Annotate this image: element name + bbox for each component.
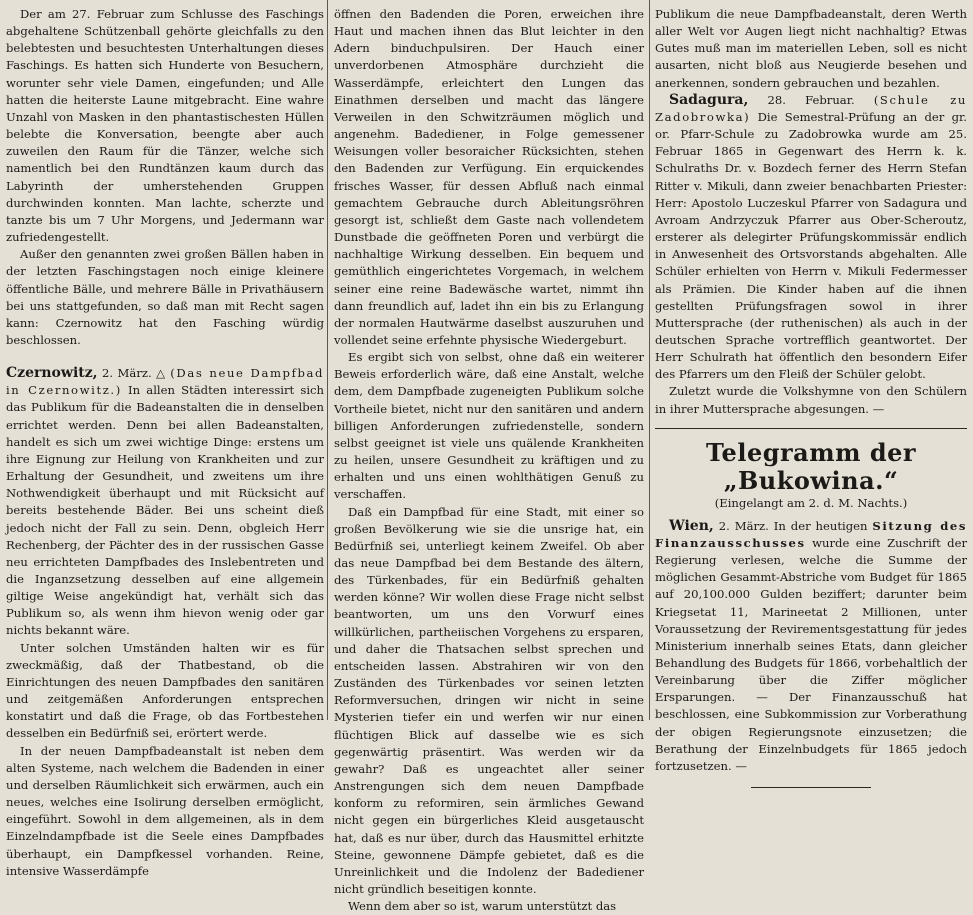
article-date: 2. März. bbox=[102, 366, 152, 381]
column-rule bbox=[649, 0, 650, 720]
triangle-mark-icon: △ bbox=[156, 366, 166, 381]
article-dateline-place: Sadagura, bbox=[669, 91, 749, 108]
article-title: (Schule zu Zadobrowka) bbox=[655, 92, 967, 124]
dampfbad-paragraph-2: Unter solchen Umständen halten wir es für zweckmäßig, daß der Thatbestand, ob die Einrichtungen des neuen Dampfbades den sanitären und zeitgemäßen Anforderungen entsprechen konstatirt und daß die Frage, ob das Fortbestehen desselben ein Bedürfniß sei, erörtert werde. bbox=[6, 640, 324, 741]
telegram-text-1: In der heutigen bbox=[773, 518, 868, 533]
article-title: (Das neue Dampfbad in Czernowitz.) bbox=[6, 366, 325, 398]
column-1 bbox=[6, 6, 325, 878]
article-text: In allen Städten interessirt sich das Publikum für die Badeanstalten die in denselben errichtet werden. Denn bei allen Badeanstalten, handelt es sich um zwei wichtige Dinge: erstens um ihre Eignung zur Heilung von Krankheiten und zur Erhaltung der Gesundheit, und zweitens um ihre Nothwendigkeit überhaupt und mit Rücksicht auf bereits bestehende Bäder. Bei uns scheint dieß jedoch nicht der Fall zu sein. Denn, obgleich Herr Rechenberg, der Pächter des in der russischen Gasse neu errichteten Dampfbades des Inslebentreten und die Inganzsetzung desselben auf eine allgemein giltige Weise angekündigt hat, verhält sich das Publikum so, als wenn ihm hievon wenig oder gar nichts bekannt wäre. bbox=[6, 383, 325, 638]
dampfbad-conclusion: Publikum die neue Dampfbadeanstalt, deren Werth aller Welt vor Augen liegt nicht nachhaltig? Etwas Gutes muß man im materiellen Leben, soll es nicht ausarten, nicht bloß aus Neugierde besehen und anerkennen, sondern gebrauchen und bezahlen. bbox=[655, 7, 967, 90]
end-divider bbox=[751, 787, 871, 788]
telegram-date: 2. März. bbox=[718, 518, 769, 533]
dampfbad-paragraph-6: Wenn dem aber so ist, warum unterstützt das bbox=[348, 899, 617, 914]
dampfbad-continuation: öffnen den Badenden die Poren, erweichen ihre Haut und machen ihnen das Blut leichter in den Adern binduchpulsiren. Der Hauch einer unverdorbenen Atmosphäre durchzieht die Wasserdämpfe, erleichtert den Lungen das Einathmen derselben und macht das längere Verweilen in den Schwitzräumen möglich und angenehm. Badediener, in Folge gemessener Weisungen voller besoraicher Rücksichten, stehen den Badenden zur Verfügung. Ein erquickendes frisches Wasser, für dessen Abfluß nach einmal gemachtem Gebrauche durch Ableitungsröhren gesorgt ist, schließt dem Gaste nach vollendetem Dunstbade die geöffneten Poren und verbürgt die nachhaltige Wirkung desselben. Ein bequem und gemüthlich eingerichtetes Vorgemach, in welchem seiner eine reine Badewäsche wartet, nimmt ihn dann freundlich auf, ladet ihn ein bis zu Erlangung der normalen Hautwärme daselbst auszuruhen und vollendet seine erfehnte physische Wiedergeburt. bbox=[334, 7, 644, 347]
telegram-text-2: wurde eine Zuschrift der Regierung verlesen, welche die Summe der möglichen Gesammt-Abstriche vom Budget für 1865 auf 20,100.000 Gulden beziffert; darunter beim Kriegsetat 11, Marineetat 2 Millionen, unter Voraussetzung der Revirementsgestattung für jedes Ministerium innerhalb seines Etats, dann gleicher Behandlung des Budgets für 1866, vorbehaltlich der Vereinbarung über die Ziffer möglicher Ersparungen. — Der Finanzausschuß hat beschlossen, eine Subkommission zur Vorberathung der obigen Regierungsnote einzusetzen; die Berathung der Einzelnbudgets für 1865 jedoch fortzusetzen. — bbox=[655, 535, 967, 773]
article-dateline-place: Czernowitz, bbox=[6, 365, 98, 382]
telegram-bold-phrase: Sitzung des Finanzausschusses bbox=[655, 518, 968, 550]
column-rule bbox=[327, 0, 328, 720]
section-divider bbox=[655, 428, 967, 429]
telegram-headline: Telegramm der „Bukowina.“ bbox=[705, 437, 917, 495]
sadagura-paragraph-2: Zuletzt wurde die Volkshymne von den Schülern in ihrer Muttersprache abgesungen. — bbox=[655, 384, 967, 416]
telegram-text bbox=[655, 518, 967, 775]
telegram-subline: (Eingelangt am 2. d. M. Nachts.) bbox=[714, 495, 908, 510]
dampfbad-article-lead bbox=[6, 365, 324, 640]
column-3 bbox=[655, 6, 968, 773]
spacer bbox=[6, 349, 324, 365]
sadagura-article bbox=[655, 92, 967, 384]
dampfbad-paragraph-5: Daß ein Dampfbad für eine Stadt, mit einer so großen Bevölkerung wie sie die unsrige hat, ein Bedürfniß sei, unterliegt keinem Zweifel. Ob aber das neue Dampfbad bei dem Bestande des ältern, des Türkenbades, für ein Bedürfniß gehalten werden könne? Wir wollen diese Frage nicht selbst beantworten, um uns den Vorwurf eines willkürlichen, partheiischen Vorgehens zu ersparen, und daher die Thatsachen selbst sprechen und entscheiden lassen. Abstrahiren wir von den Zuständen des Türkenbades vor seinen letzten Reformversuchen, dringen wir nicht in seine Mysterien tiefer ein und werfen wir nur einen flüchtigen Blick auf dasselbe wie es sich gegenwärtig präsentirt. Was werden wir da gewahr? Daß es ungeachtet aller seiner Anstrengungen sich dem neuen Dampfbade konform zu reformiren, sein ärmliches Gewand nicht gegen ein bürgerliches Kleid ausgetauscht hat, daß es nur über, durch das Hausmittel erhitzte Steine, gewonnene Dämpfe gebietet, daß es die Unreinlichkeit und die Indolenz der Badediener nicht gründlich beseitigen konnte. bbox=[334, 504, 644, 896]
telegram-dateline-place: Wien, bbox=[669, 517, 714, 534]
dampfbad-paragraph-3: In der neuen Dampfbadeanstalt ist neben dem alten Systeme, nach welchem die Badenden in einer und derselben Räumlichkeit sich erwärmen, auch ein neues, welches eine Isolirung derselben ermöglicht, eingeführt. Sowohl in dem allgemeinen, als in dem Einzelndampfbade ist die Seele eines Dampfbades überhaupt, ein Dampfkessel vorhanden. Reine, intensive Wasserdämpfe bbox=[6, 743, 324, 878]
article-date: 28. Februar. bbox=[767, 92, 855, 107]
article-text: Die Semestral-Prüfung an der gr. or. Pfarr-Schule zu Zadobrowka wurde am 25. Februar 1865 in Gegenwart des Herrn k. k. Schulraths Dr. v. Bozdech ferner des Herrn Stefan Ritter v. Mikuli, dann zweier benachbarten Priester: Herr: Apostolo Luczeskul Pfarrer von Sadagura und Avroam Andrzyczuk Pfarrer aus Ober-Scheroutz, ersterer als delegirter Prüfungskommissär endlich in Anwesenheit des Ortsvorstands abgehalten. Alle Schüler erhielten von Herrn v. Mikuli Federmesser als Prämien. Die Kinder haben auf die ihnen gestellten Prüfungsfragen sowol in ihrer Muttersprache (der ruthenischen) als auch in der deutschen Sprache vortrefflich geantwortet. Der Herr Schulrath hat öffentlich den besondern Eifer des Pfarrers um den Fleiß der Schüler gelobt. bbox=[655, 109, 967, 382]
faschingsbaelle-paragraph: Außer den genannten zwei großen Bällen haben in der letzten Faschingstagen noch einige kleinere öffentliche Bälle, und mehrere Bälle in Privathäusern bei uns stattgefunden, so daß man mit Recht sagen kann: Czernowitz hat den Fasching würdig beschlossen. bbox=[6, 247, 324, 347]
dampfbad-paragraph-4: Es ergibt sich von selbst, ohne daß ein weiterer Beweis erforderlich wäre, daß eine Anstalt, welche dem, dem Dampfbade zugeneigten Publikum solche Vortheile bietet, nicht nur den sanitären und andern billigen Anforderungen zufriedenstelle, sondern selbst geeignet ist viele uns quälende Krankheiten zu heilen, unsere Gesundheit zu kräftigen und zu erhalten und uns einen wohlthätigen Genuß zu verschaffen. bbox=[334, 350, 644, 502]
column-2 bbox=[334, 6, 644, 914]
schuetzenball-paragraph: Der am 27. Februar zum Schlusse des Faschings abgehaltene Schützenball gehörte gleichfalls zu den belebtesten und besuchtesten Unterhaltungen dieses Faschings. Es hatten sich Hunderte von Besuchern, worunter sehr viele Damen, eingefunden; und Alle hatten die heiterste Laune mitgebracht. Eine wahre Unzahl von Masken in den phantastischesten Hüllen belebte die Konversation, beengte aber auch zuweilen den Raum für die Tänzer, welche sich namentlich bei den Rundtänzen kaum durch das Labyrinth der umherstehenden Gruppen durchwinden konnten. Man lachte, scherzte und tanzte bis um 7 Uhr Morgens, und Jedermann war zufriedengestellt. bbox=[6, 7, 324, 245]
